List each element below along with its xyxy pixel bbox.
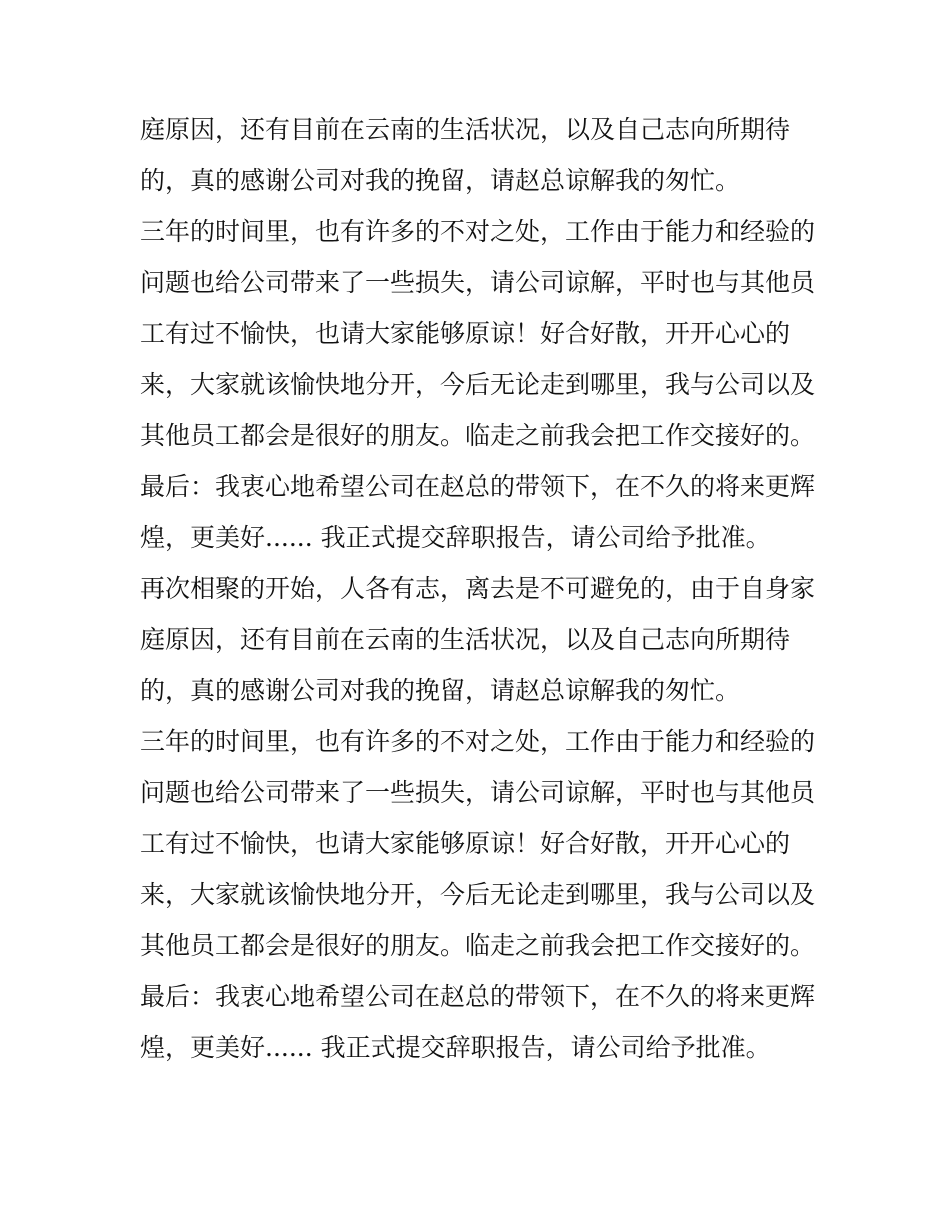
text-line: 煌，更美好...... 我正式提交辞职报告，请公司给予批准。	[140, 523, 771, 552]
body-text	[140, 104, 820, 1073]
text-line: 三年的时间里，也有许多的不对之处，工作由于能力和经验的	[140, 727, 816, 756]
text-line: 最后：我衷心地希望公司在赵总的带领下，在不久的将来更辉	[140, 472, 816, 501]
text-line: 最后：我衷心地希望公司在赵总的带领下，在不久的将来更辉	[140, 982, 816, 1011]
text-line: 工有过不愉快，也请大家能够原谅！好合好散，开开心心的	[140, 319, 791, 348]
text-line: 的，真的感谢公司对我的挽留，请赵总谅解我的匆忙。	[140, 166, 741, 195]
text-line: 来，大家就该愉快地分开，今后无论走到哪里，我与公司以及	[140, 880, 816, 909]
text-line: 工有过不愉快，也请大家能够原谅！好合好散，开开心心的	[140, 829, 791, 858]
text-line: 庭原因，还有目前在云南的生活状况，以及自己志向所期待	[140, 115, 791, 144]
text-line: 三年的时间里，也有许多的不对之处，工作由于能力和经验的	[140, 217, 816, 246]
text-line: 的，真的感谢公司对我的挽留，请赵总谅解我的匆忙。	[140, 676, 741, 705]
text-line: 庭原因，还有目前在云南的生活状况，以及自己志向所期待	[140, 625, 791, 654]
text-line: 再次相聚的开始，人各有志，离去是不可避免的，由于自身家	[140, 574, 816, 603]
text-line: 来，大家就该愉快地分开，今后无论走到哪里，我与公司以及	[140, 370, 816, 399]
text-line: 问题也给公司带来了一些损失，请公司谅解，平时也与其他员	[140, 268, 816, 297]
text-line: 问题也给公司带来了一些损失，请公司谅解，平时也与其他员	[140, 778, 816, 807]
text-line: 其他员工都会是很好的朋友。临走之前我会把工作交接好的。	[140, 421, 816, 450]
text-line: 煌，更美好...... 我正式提交辞职报告，请公司给予批准。	[140, 1033, 771, 1062]
text-line: 其他员工都会是很好的朋友。临走之前我会把工作交接好的。	[140, 931, 816, 960]
